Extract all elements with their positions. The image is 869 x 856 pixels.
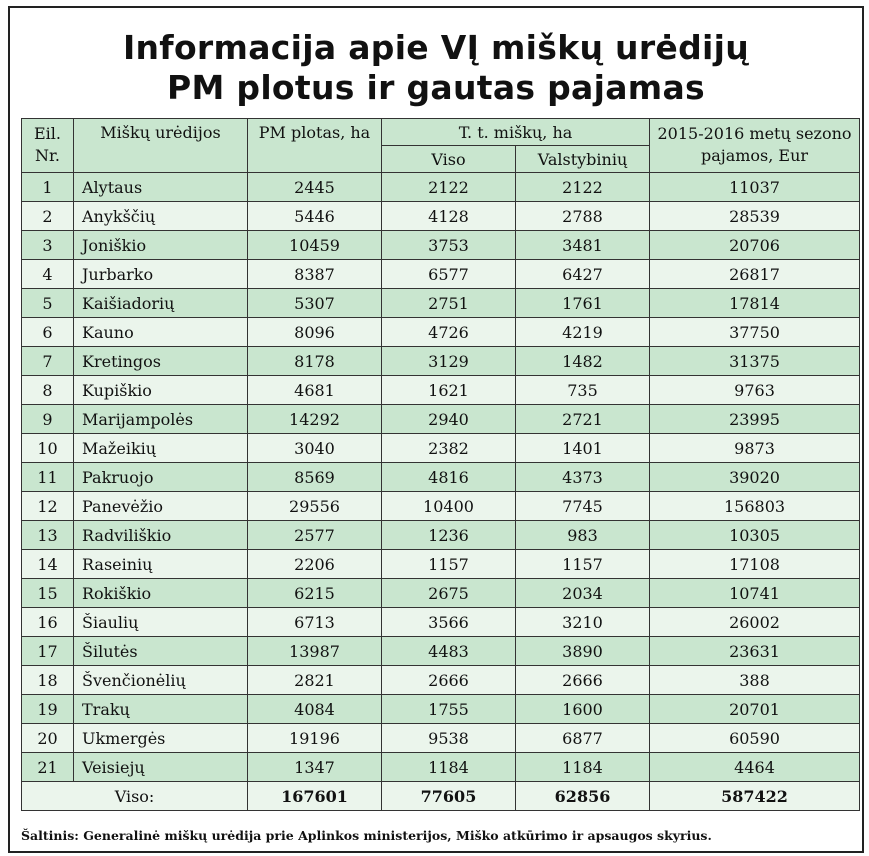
cell-area: 4084 xyxy=(248,695,382,724)
page-title xyxy=(10,28,862,108)
cell-state: 2034 xyxy=(516,579,650,608)
cell-area: 8569 xyxy=(248,463,382,492)
cell-income: 20706 xyxy=(650,231,860,260)
table-row xyxy=(22,202,860,231)
cell-area: 2577 xyxy=(248,521,382,550)
cell-nr: 10 xyxy=(22,434,74,463)
header-total: Viso xyxy=(382,146,516,173)
cell-nr: 7 xyxy=(22,347,74,376)
cell-area: 29556 xyxy=(248,492,382,521)
cell-nr: 13 xyxy=(22,521,74,550)
cell-total: 2666 xyxy=(382,666,516,695)
cell-area: 8178 xyxy=(248,347,382,376)
table-row xyxy=(22,231,860,260)
cell-total: 4128 xyxy=(382,202,516,231)
cell-state: 983 xyxy=(516,521,650,550)
cell-state: 1482 xyxy=(516,347,650,376)
cell-income: 26817 xyxy=(650,260,860,289)
table-row xyxy=(22,637,860,666)
cell-state: 3210 xyxy=(516,608,650,637)
cell-income: 156803 xyxy=(650,492,860,521)
cell-name: Jurbarko xyxy=(74,260,248,289)
cell-income: 28539 xyxy=(650,202,860,231)
cell-state: 2122 xyxy=(516,173,650,202)
cell-nr: 12 xyxy=(22,492,74,521)
cell-income: 10741 xyxy=(650,579,860,608)
cell-area: 3040 xyxy=(248,434,382,463)
cell-name: Veisiejų xyxy=(74,753,248,782)
cell-state: 3481 xyxy=(516,231,650,260)
cell-state: 1761 xyxy=(516,289,650,318)
cell-name: Joniškio xyxy=(74,231,248,260)
cell-name: Alytaus xyxy=(74,173,248,202)
cell-name: Kauno xyxy=(74,318,248,347)
cell-total: 1236 xyxy=(382,521,516,550)
cell-name: Anykščių xyxy=(74,202,248,231)
table-row xyxy=(22,724,860,753)
cell-name: Raseinių xyxy=(74,550,248,579)
cell-nr: 3 xyxy=(22,231,74,260)
cell-nr: 19 xyxy=(22,695,74,724)
cell-nr: 4 xyxy=(22,260,74,289)
cell-name: Trakų xyxy=(74,695,248,724)
cell-nr: 1 xyxy=(22,173,74,202)
cell-nr: 5 xyxy=(22,289,74,318)
header-income: 2015-2016 metų sezono pajamos, Eur xyxy=(650,119,860,173)
cell-nr: 2 xyxy=(22,202,74,231)
totals-income: 587422 xyxy=(650,782,860,811)
cell-area: 2206 xyxy=(248,550,382,579)
totals-area: 167601 xyxy=(248,782,382,811)
header-forest-group: T. t. miškų, ha xyxy=(382,119,650,146)
cell-total: 1184 xyxy=(382,753,516,782)
cell-state: 2721 xyxy=(516,405,650,434)
cell-name: Kretingos xyxy=(74,347,248,376)
table-row xyxy=(22,695,860,724)
table-row xyxy=(22,753,860,782)
cell-state: 1184 xyxy=(516,753,650,782)
cell-state: 1157 xyxy=(516,550,650,579)
cell-area: 19196 xyxy=(248,724,382,753)
table-row xyxy=(22,405,860,434)
title-line-2: PM plotus ir gautas pajamas xyxy=(166,68,706,107)
header-nr: Eil. Nr. xyxy=(22,119,74,173)
cell-nr: 8 xyxy=(22,376,74,405)
cell-name: Rokiškio xyxy=(74,579,248,608)
cell-income: 60590 xyxy=(650,724,860,753)
cell-nr: 21 xyxy=(22,753,74,782)
cell-income: 4464 xyxy=(650,753,860,782)
cell-nr: 18 xyxy=(22,666,74,695)
totals-row xyxy=(22,782,860,811)
cell-income: 31375 xyxy=(650,347,860,376)
cell-area: 4681 xyxy=(248,376,382,405)
cell-area: 6713 xyxy=(248,608,382,637)
cell-state: 735 xyxy=(516,376,650,405)
cell-income: 11037 xyxy=(650,173,860,202)
cell-nr: 20 xyxy=(22,724,74,753)
totals-total: 77605 xyxy=(382,782,516,811)
cell-income: 10305 xyxy=(650,521,860,550)
cell-state: 6877 xyxy=(516,724,650,753)
cell-area: 13987 xyxy=(248,637,382,666)
cell-state: 1600 xyxy=(516,695,650,724)
cell-total: 4726 xyxy=(382,318,516,347)
table-row xyxy=(22,289,860,318)
cell-state: 1401 xyxy=(516,434,650,463)
table-row xyxy=(22,579,860,608)
cell-area: 8387 xyxy=(248,260,382,289)
cell-state: 4219 xyxy=(516,318,650,347)
cell-total: 2940 xyxy=(382,405,516,434)
cell-state: 2666 xyxy=(516,666,650,695)
table-row xyxy=(22,173,860,202)
cell-income: 388 xyxy=(650,666,860,695)
cell-total: 4483 xyxy=(382,637,516,666)
cell-state: 4373 xyxy=(516,463,650,492)
cell-total: 2382 xyxy=(382,434,516,463)
cell-total: 6577 xyxy=(382,260,516,289)
cell-total: 2122 xyxy=(382,173,516,202)
cell-income: 9873 xyxy=(650,434,860,463)
cell-name: Kupiškio xyxy=(74,376,248,405)
cell-name: Marijampolės xyxy=(74,405,248,434)
table-row xyxy=(22,376,860,405)
cell-name: Panevėžio xyxy=(74,492,248,521)
table-row xyxy=(22,550,860,579)
cell-state: 6427 xyxy=(516,260,650,289)
cell-total: 3753 xyxy=(382,231,516,260)
table-row xyxy=(22,521,860,550)
cell-total: 10400 xyxy=(382,492,516,521)
cell-name: Pakruojo xyxy=(74,463,248,492)
source-note: Šaltinis: Generalinė miškų urėdija prie Aplinkos ministerijos, Miško atkūrimo ir apsaugos skyrius. xyxy=(21,828,712,843)
cell-area: 5307 xyxy=(248,289,382,318)
header-area: PM plotas, ha xyxy=(248,119,382,173)
cell-area: 1347 xyxy=(248,753,382,782)
cell-income: 20701 xyxy=(650,695,860,724)
cell-nr: 11 xyxy=(22,463,74,492)
cell-nr: 14 xyxy=(22,550,74,579)
cell-area: 5446 xyxy=(248,202,382,231)
cell-name: Švenčionėlių xyxy=(74,666,248,695)
cell-total: 9538 xyxy=(382,724,516,753)
cell-area: 10459 xyxy=(248,231,382,260)
header-state: Valstybinių xyxy=(516,146,650,173)
cell-name: Mažeikių xyxy=(74,434,248,463)
cell-income: 17108 xyxy=(650,550,860,579)
table-row xyxy=(22,318,860,347)
cell-total: 1755 xyxy=(382,695,516,724)
title-line-1: Informacija apie VĮ miškų urėdijų xyxy=(122,28,750,67)
cell-state: 3890 xyxy=(516,637,650,666)
cell-total: 1157 xyxy=(382,550,516,579)
cell-area: 6215 xyxy=(248,579,382,608)
cell-income: 23995 xyxy=(650,405,860,434)
cell-name: Kaišiadorių xyxy=(74,289,248,318)
cell-name: Ukmergės xyxy=(74,724,248,753)
cell-nr: 6 xyxy=(22,318,74,347)
cell-nr: 9 xyxy=(22,405,74,434)
cell-area: 2445 xyxy=(248,173,382,202)
totals-label: Viso: xyxy=(22,782,248,811)
cell-nr: 16 xyxy=(22,608,74,637)
cell-name: Šiaulių xyxy=(74,608,248,637)
table-frame xyxy=(8,6,864,853)
cell-income: 23631 xyxy=(650,637,860,666)
cell-area: 2821 xyxy=(248,666,382,695)
cell-name: Šilutės xyxy=(74,637,248,666)
cell-income: 37750 xyxy=(650,318,860,347)
cell-total: 4816 xyxy=(382,463,516,492)
cell-area: 8096 xyxy=(248,318,382,347)
cell-income: 26002 xyxy=(650,608,860,637)
cell-state: 2788 xyxy=(516,202,650,231)
cell-state: 7745 xyxy=(516,492,650,521)
table-row xyxy=(22,492,860,521)
header-name: Miškų urėdijos xyxy=(74,119,248,173)
table-row xyxy=(22,608,860,637)
cell-total: 2751 xyxy=(382,289,516,318)
cell-income: 17814 xyxy=(650,289,860,318)
cell-total: 3129 xyxy=(382,347,516,376)
table-body xyxy=(22,173,860,782)
cell-income: 9763 xyxy=(650,376,860,405)
table-row xyxy=(22,463,860,492)
cell-area: 14292 xyxy=(248,405,382,434)
cell-total: 1621 xyxy=(382,376,516,405)
table-row xyxy=(22,666,860,695)
cell-income: 39020 xyxy=(650,463,860,492)
cell-nr: 17 xyxy=(22,637,74,666)
table-row xyxy=(22,260,860,289)
table-row xyxy=(22,347,860,376)
cell-total: 3566 xyxy=(382,608,516,637)
table-row xyxy=(22,434,860,463)
forestry-table xyxy=(21,118,860,811)
cell-name: Radviliškio xyxy=(74,521,248,550)
cell-total: 2675 xyxy=(382,579,516,608)
totals-state: 62856 xyxy=(516,782,650,811)
cell-nr: 15 xyxy=(22,579,74,608)
